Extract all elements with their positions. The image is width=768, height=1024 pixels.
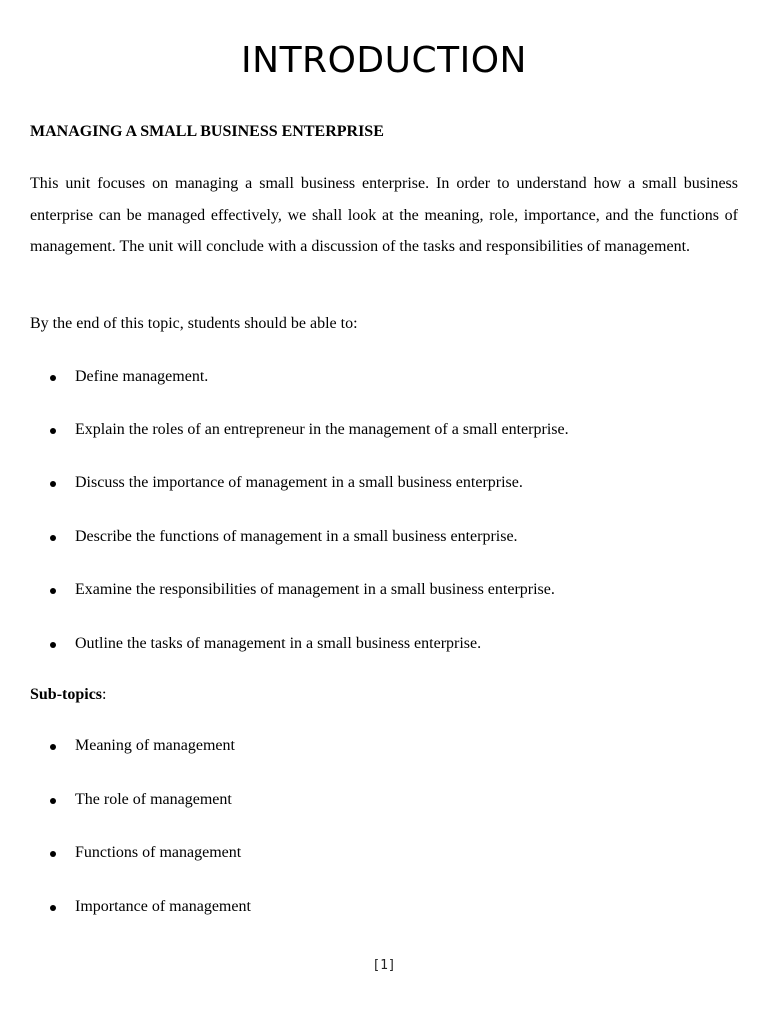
objective-text: Examine the responsibilities of management in a small business enterprise. bbox=[75, 581, 555, 598]
subtopic-text: Functions of management bbox=[75, 844, 242, 861]
bullet-icon bbox=[50, 535, 56, 541]
objectives-lead: By the end of this topic, students should be able to: bbox=[30, 315, 358, 332]
bullet-icon bbox=[50, 851, 56, 857]
subtopics-label bbox=[30, 686, 106, 704]
bullet-icon bbox=[50, 744, 56, 750]
objective-text: Discuss the importance of management in a small business enterprise. bbox=[75, 474, 523, 491]
intro-paragraph: This unit focuses on managing a small business enterprise. In order to understand how a small business enterprise can be managed effectively, we shall look at the meaning, role, importance, and the functions of management. The unit will conclude with a discussion of the tasks and responsibilities of management. bbox=[30, 175, 738, 255]
objective-text: Define management. bbox=[75, 368, 209, 385]
objective-text: Describe the functions of management in a small business enterprise. bbox=[75, 528, 518, 545]
objective-text: Outline the tasks of management in a small business enterprise. bbox=[75, 635, 482, 652]
objective-text: Explain the roles of an entrepreneur in the management of a small enterprise. bbox=[75, 421, 569, 438]
bullet-icon bbox=[50, 588, 56, 594]
bullet-icon bbox=[50, 481, 56, 487]
bullet-icon bbox=[50, 798, 56, 804]
subtopics-label-colon: : bbox=[102, 686, 107, 703]
subtopic-text: Meaning of management bbox=[75, 737, 235, 754]
subtopic-text: The role of management bbox=[75, 791, 232, 808]
bullet-icon bbox=[50, 905, 56, 911]
subtopics-label-text: Sub-topics bbox=[30, 686, 103, 703]
page-title: INTRODUCTION bbox=[241, 40, 527, 81]
subtopic-text: Importance of management bbox=[75, 898, 251, 915]
section-heading: MANAGING A SMALL BUSINESS ENTERPRISE bbox=[30, 123, 384, 140]
bullet-icon bbox=[50, 428, 56, 434]
page-number: [1] bbox=[372, 958, 396, 973]
bullet-icon bbox=[50, 375, 56, 381]
bullet-icon bbox=[50, 642, 56, 648]
